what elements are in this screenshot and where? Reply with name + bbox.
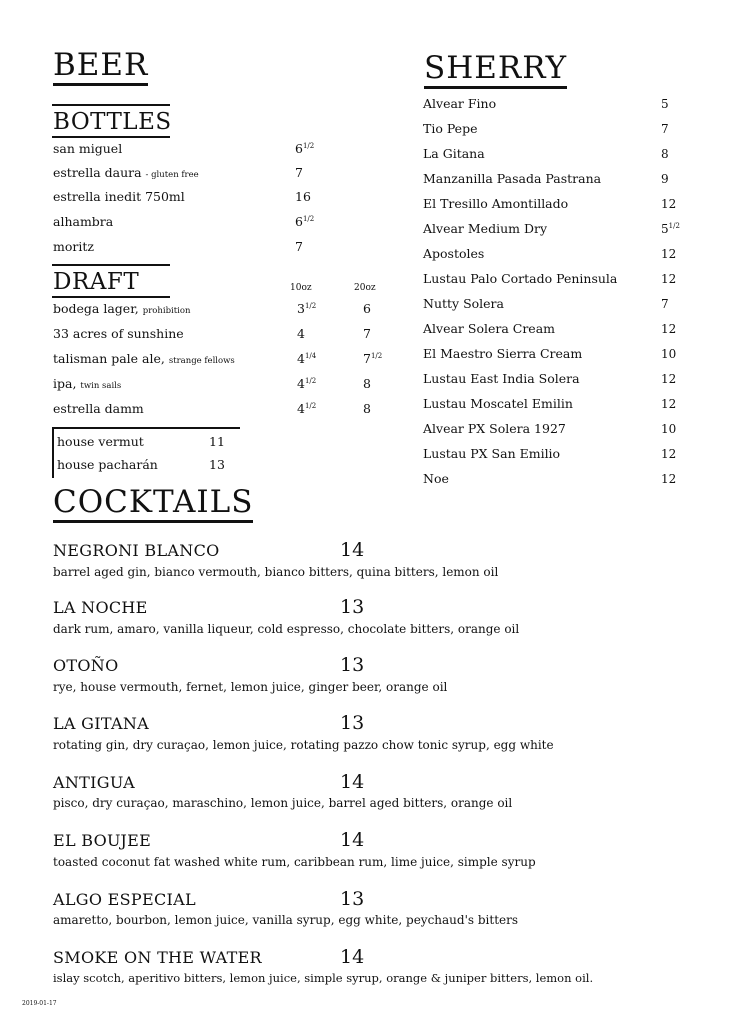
draft-col-10oz: 10oz: [290, 283, 312, 293]
sherry-item-name: Manzanilla Pasada Pastrana: [423, 171, 602, 186]
sherry-item-name: Nutty Solera: [423, 296, 504, 311]
cocktail-description: rotating gin, dry curaçao, lemon juice, rotating pazzo chow tonic syrup, egg white: [53, 738, 554, 752]
cocktail-name: EL BOUJEE: [53, 831, 152, 850]
cocktail-price: 14: [340, 539, 365, 561]
cocktail-price: 13: [340, 712, 365, 734]
print-date: 2019-01-17: [22, 1000, 57, 1007]
sherry-item-name: Lustau Moscatel Emilin: [423, 396, 573, 411]
sherry-item-name: Lustau PX San Emilio: [423, 446, 561, 461]
draft-price-20oz: 6: [363, 301, 371, 316]
bottle-item-price: 7: [295, 165, 303, 180]
sherry-item-price: 10: [661, 347, 677, 361]
bottles-heading: BOTTLES: [53, 109, 172, 135]
sherry-item-price: 12: [661, 372, 677, 386]
cocktail-description: toasted coconut fat washed white rum, caribbean rum, lime juice, simple syrup: [53, 855, 536, 869]
beer-heading: BEER: [53, 50, 148, 86]
cocktail-price: 14: [340, 829, 365, 851]
sherry-item-name: Alvear Medium Dry: [423, 221, 548, 236]
draft-item-name: ipa, twin sails: [53, 376, 122, 391]
sherry-item-name: El Maestro Sierra Cream: [423, 346, 583, 361]
sherry-item-price: 9: [661, 172, 669, 186]
draft-col-20oz: 20oz: [354, 283, 376, 293]
sherry-item-name: Alvear PX Solera 1927: [423, 421, 566, 436]
bottle-item-name: estrella daura - gluten free: [53, 165, 199, 180]
sherry-item-price: 12: [661, 197, 677, 211]
sherry-item-price: 12: [661, 397, 677, 411]
cocktail-description: islay scotch, aperitivo bitters, lemon juice, simple syrup, orange & juniper bitters, lemon oil.: [53, 971, 594, 985]
sherry-item-name: Apostoles: [423, 246, 485, 261]
draft-price-10oz: $4^{1/2}$: [297, 401, 317, 417]
draft-price-10oz: $4^{1/4}$: [297, 351, 317, 367]
draft-price-20oz: 8: [363, 401, 371, 416]
bottle-item-name: estrella inedit 750ml: [53, 189, 185, 204]
bottle-item-price: $6^{1/2}$: [295, 214, 315, 230]
draft-price-10oz: $4^{1/2}$: [297, 376, 317, 392]
cocktails-heading: COCKTAILS: [53, 487, 253, 523]
draft-price-20oz: $7^{1/2}$: [363, 351, 383, 367]
cocktail-name: LA NOCHE: [53, 598, 148, 617]
cocktail-description: rye, house vermouth, fernet, lemon juice, ginger beer, orange oil: [53, 680, 448, 694]
sherry-item-name: La Gitana: [423, 146, 485, 161]
cocktail-price: 14: [340, 946, 365, 968]
cocktail-price: 13: [340, 888, 365, 910]
cocktail-name: ANTIGUA: [53, 773, 135, 792]
bottle-item-price: 7: [295, 239, 303, 254]
cocktail-name: ALGO ESPECIAL: [53, 890, 196, 909]
sherry-item-price: 12: [661, 472, 677, 486]
sherry-item-price: 12: [661, 322, 677, 336]
bottle-item-name: alhambra: [53, 214, 114, 229]
house-item-name: house vermut: [57, 434, 144, 449]
sherry-heading: SHERRY: [424, 53, 567, 89]
sherry-item-name: Alvear Fino: [423, 96, 497, 111]
draft-item-name: estrella damm: [53, 401, 144, 416]
draft-item-name: talisman pale ale, strange fellows: [53, 351, 235, 366]
draft-item-name: 33 acres of sunshine: [53, 326, 184, 341]
cocktail-price: 13: [340, 596, 365, 618]
draft-price-10oz: $3^{1/2}$: [297, 301, 317, 317]
sherry-item-name: Lustau Palo Cortado Peninsula: [423, 271, 618, 286]
sherry-item-name: El Tresillo Amontillado: [423, 196, 569, 211]
cocktail-name: OTOÑO: [53, 656, 119, 675]
cocktail-price: 13: [340, 654, 365, 676]
house-item-name: house pacharán: [57, 457, 158, 472]
bottle-item-name: san miguel: [53, 141, 123, 156]
bottle-item-price: 16: [295, 189, 311, 204]
sherry-item-price: 5: [661, 97, 669, 111]
sherry-item-name: Noe: [423, 471, 449, 486]
draft-heading: DRAFT: [53, 269, 140, 295]
bottles-bottom-rule: [52, 136, 170, 138]
bottles-top-rule: [52, 104, 170, 106]
sherry-item-price: 10: [661, 422, 677, 436]
sherry-item-price: 12: [661, 272, 677, 286]
cocktail-description: pisco, dry curaçao, maraschino, lemon juice, barrel aged bitters, orange oil: [53, 796, 513, 810]
sherry-item-price: 7: [661, 297, 669, 311]
draft-price-20oz: 8: [363, 376, 371, 391]
bottle-item-price: $6^{1/2}$: [295, 141, 315, 157]
house-item-price: 13: [209, 457, 225, 472]
sherry-item-price: 8: [661, 147, 669, 161]
cocktail-name: LA GITANA: [53, 714, 149, 733]
draft-top-rule: [52, 264, 170, 266]
draft-item-name: bodega lager, prohibition: [53, 301, 191, 316]
sherry-item-price: 12: [661, 447, 677, 461]
cocktail-price: 14: [340, 771, 365, 793]
house-item-price: 11: [209, 434, 225, 449]
sherry-item-price: $5^{1/2}$: [661, 222, 680, 236]
cocktail-description: amaretto, bourbon, lemon juice, vanilla syrup, egg white, peychaud's bitters: [53, 913, 519, 927]
sherry-item-price: 7: [661, 122, 669, 136]
sherry-item-price: 12: [661, 247, 677, 261]
cocktail-name: SMOKE ON THE WATER: [53, 948, 262, 967]
draft-price-20oz: 7: [363, 326, 371, 341]
sherry-item-name: Lustau East India Solera: [423, 371, 580, 386]
cocktail-name: NEGRONI BLANCO: [53, 541, 220, 560]
cocktail-description: barrel aged gin, bianco vermouth, bianco bitters, quina bitters, lemon oil: [53, 565, 499, 579]
draft-price-10oz: 4: [297, 326, 305, 341]
draft-bottom-rule: [52, 296, 170, 298]
sherry-item-name: Alvear Solera Cream: [423, 321, 556, 336]
sherry-item-name: Tio Pepe: [423, 121, 478, 136]
cocktail-description: dark rum, amaro, vanilla liqueur, cold espresso, chocolate bitters, orange oil: [53, 622, 520, 636]
bottle-item-name: moritz: [53, 239, 94, 254]
